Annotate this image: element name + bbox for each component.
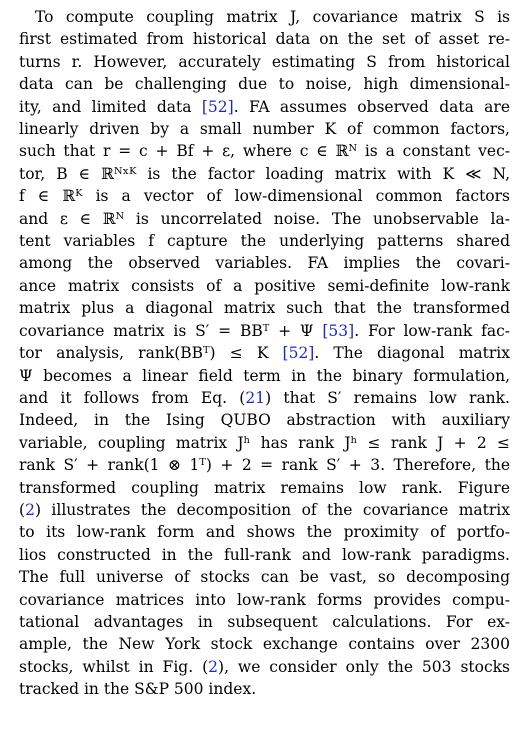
citation-link[interactable]: [52] (201, 97, 234, 116)
text-line: ity, and limited data [52]. FA assumes observed data are (19, 97, 510, 116)
text-line: Ψ becomes a linear field term in the binary formulation, (19, 366, 510, 385)
text-line: The full universe of stocks can be vast, so decomposing (19, 568, 510, 587)
text-line: transformed coupling matrix remains low rank. Figure (19, 478, 510, 497)
text-line: f ∈ ℝᴷ is a vector of low-dimensional common factors (19, 187, 510, 206)
text-line: stocks, whilst in Fig. (2), we consider only the 503 stocks (19, 657, 510, 676)
text-line: linearly driven by a small number K of common factors, (19, 120, 510, 139)
text-line: turns r. However, accurately estimating S from historical (19, 52, 510, 71)
text-line: and it follows from Eq. (21) that S′ remains low rank. (19, 388, 510, 407)
citation-link[interactable]: [52] (282, 344, 315, 363)
text-line: (2) illustrates the decomposition of the covariance matrix (19, 500, 510, 519)
text-line: among the observed variables. FA implies the covari- (19, 254, 510, 273)
citation-link[interactable]: [53] (322, 321, 355, 340)
text-line: tent variables f capture the underlying patterns shared (19, 232, 510, 251)
text-line: lios constructed in the full-rank and low-rank paradigms. (19, 545, 510, 564)
text-line: tor analysis, rank(BBᵀ) ≤ K [52]. The diagonal matrix (19, 344, 510, 363)
text-line: covariance matrices into low-rank forms provides compu- (19, 590, 510, 609)
reference-link[interactable]: 21 (245, 388, 266, 407)
text-line: rank S′ + rank(1 ⊗ 1ᵀ) + 2 = rank S′ + 3. Therefore, the (19, 456, 510, 475)
text-line: data can be challenging due to noise, high dimensional- (19, 75, 510, 94)
text-line: variable, coupling matrix Jʰ has rank Jʰ ≤ rank J + 2 ≤ (19, 433, 510, 452)
text-line: to its low-rank form and shows the proximity of portfo- (19, 523, 510, 542)
text-line: ample, the New York stock exchange contains over 2300 (19, 635, 510, 654)
text-line: tor, B ∈ ℝᴺˣᴷ is the factor loading matrix with K ≪ N, (19, 164, 510, 183)
text-line: tational advantages in subsequent calculations. For ex- (19, 612, 510, 631)
text-line: such that r = c + Bf + ε, where c ∈ ℝᴺ is a constant vec- (19, 142, 510, 161)
text-line: first estimated from historical data on the set of asset re- (19, 30, 510, 49)
text-line: To compute coupling matrix J, covariance matrix S is (35, 8, 510, 26)
text-line: Indeed, in the Ising QUBO abstraction with auxiliary (19, 411, 510, 430)
reference-link[interactable]: 2 (208, 657, 218, 676)
reference-link[interactable]: 2 (25, 500, 35, 519)
text-line: tracked in the S&P 500 index. (19, 680, 257, 699)
text-line: covariance matrix is S′ = BBᵀ + Ψ [53]. For low-rank fac- (19, 321, 510, 340)
text-line: matrix plus a diagonal matrix such that the transformed (19, 299, 510, 318)
body-paragraph (19, 6, 510, 701)
text-line: and ε ∈ ℝᴺ is uncorrelated noise. The unobservable la- (19, 209, 510, 228)
text-line: ance matrix consists of a positive semi-definite low-rank (19, 276, 510, 295)
